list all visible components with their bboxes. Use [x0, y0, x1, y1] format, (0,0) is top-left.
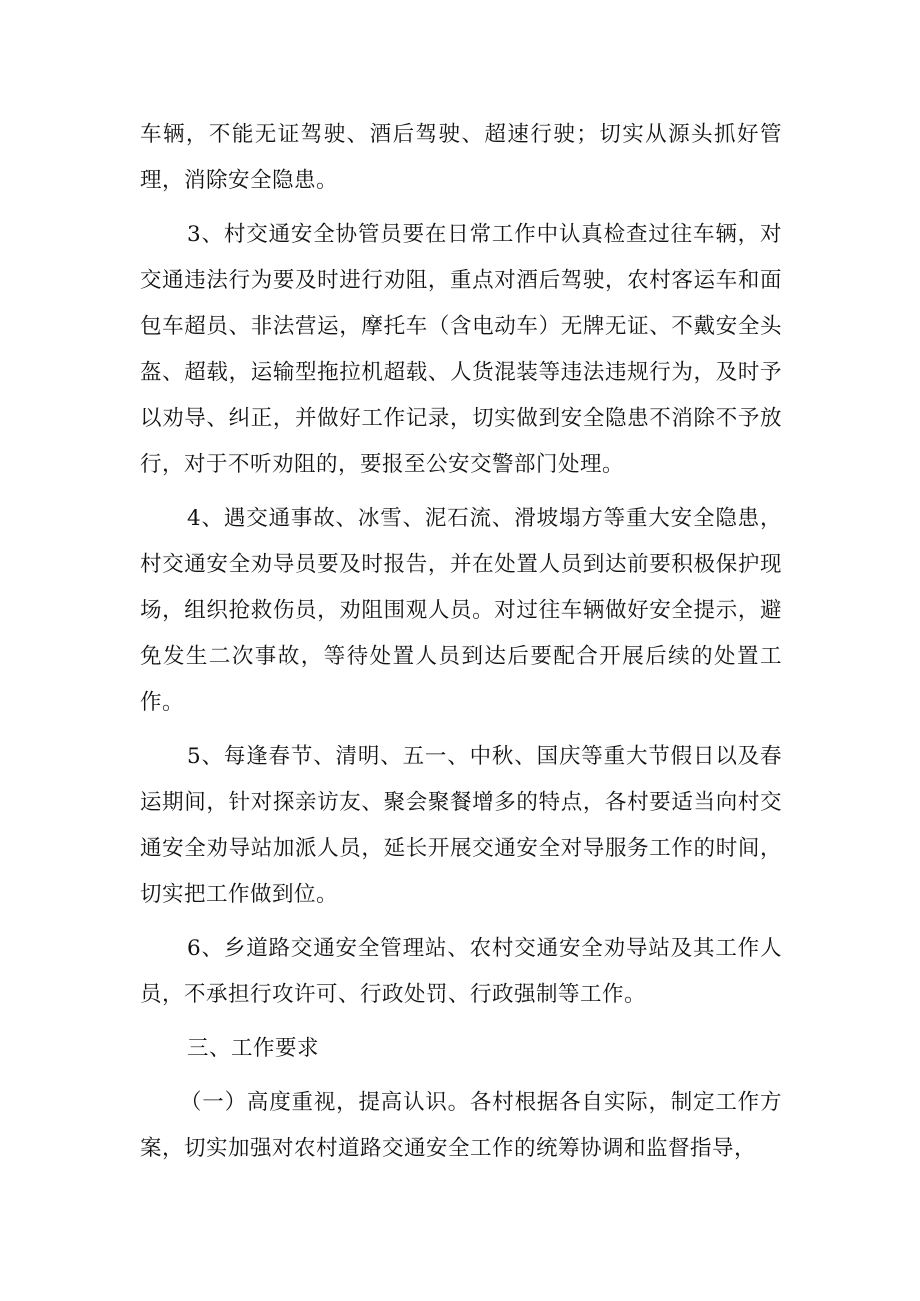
paragraph-item-4: 4、遇交通事故、冰雪、泥石流、滑坡塌方等重大安全隐患，村交通安全劝导员要及时报告，并在处置人员到达前要积极保护现场，组织抢救伤员，劝阻围观人员。对过往车辆做好安全提示，避免发生二次事故，等待处置人员到达后要配合开展后续的处置工作。 [140, 506, 782, 715]
document-page [140, 112, 782, 1180]
paragraph-item-6: 6、乡道路交通安全管理站、农村交通安全劝导站及其工作人员，不承担行攻许可、行政处罚、行政强制等工作。 [140, 936, 782, 1007]
paragraph-continuation: 车辆，不能无证驾驶、酒后驾驶、超速行驶；切实从源头抓好管理，消除安全隐患。 [140, 122, 782, 193]
section-heading-work-requirements: 三、工作要求 [187, 1036, 320, 1061]
paragraph-item-5: 5、每逢春节、清明、五一、中秋、国庆等重大节假日以及春运期间，针对探亲访友、聚会聚餐增多的特点，各村要适当向村交通安全劝导站加派人员，延长开展交通安全对导服务工作的时间，切实把工作做到位。 [140, 744, 782, 907]
paragraph-item-3: 3、村交通安全协管员要在日常工作中认真检查过往车辆，对交通违法行为要及时进行劝阻，重点对酒后驾驶，农村客运车和面包车超员、非法营运，摩托车（含电动车）无牌无证、不戴安全头盔、超载，运输型拖拉机超载、人货混装等违法违规行为，及时予以劝导、纠正，并做好工作记录，切实做到安全隐患不消除不予放行，对于不听劝阻的，要报至公安交警部门处理。 [140, 222, 782, 477]
paragraph-requirement-1: （一）高度重视，提高认识。各村根据各自实际，制定工作方案，切实加强对农村道路交通安全工作的统筹协调和监督指导， [140, 1090, 782, 1161]
